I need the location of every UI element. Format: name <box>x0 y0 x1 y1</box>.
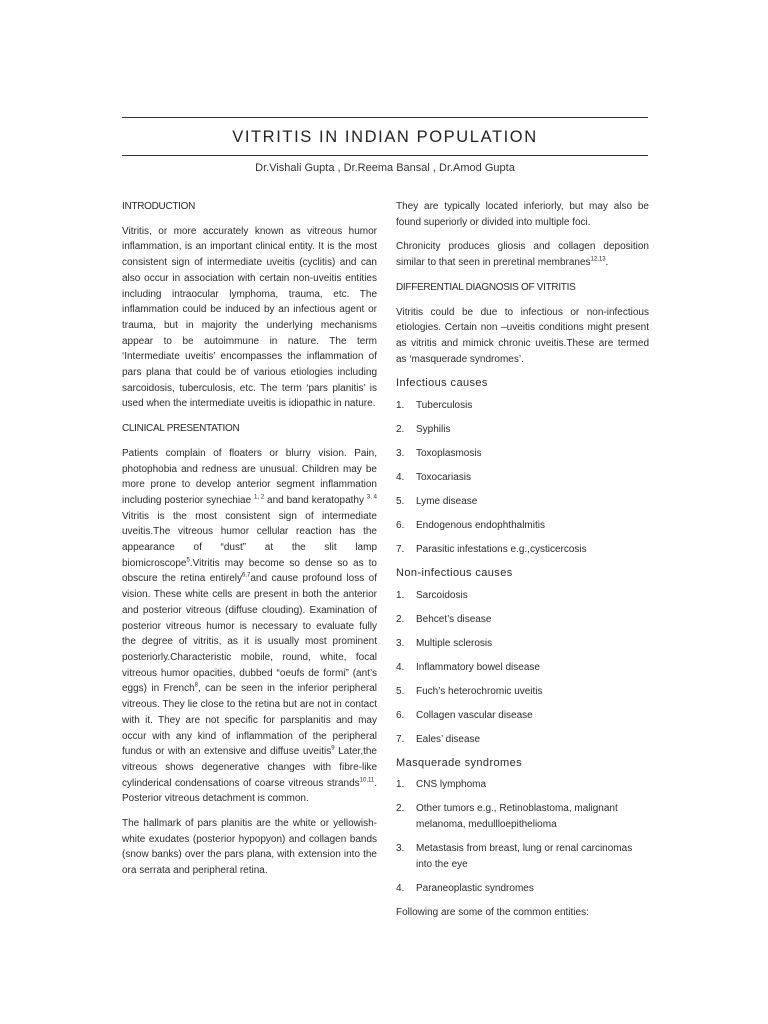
citation-superscript: 8 <box>194 683 198 690</box>
list-item <box>396 841 649 872</box>
list-item <box>396 732 649 748</box>
list-text: Metastasis from breast, lung or renal carcinomas into the eye <box>416 843 633 870</box>
list-item <box>396 588 649 604</box>
list-number: 2. <box>396 424 405 436</box>
non-infectious-causes-heading: Non-infectious causes <box>396 567 513 580</box>
list-item <box>396 518 649 534</box>
differential-diagnosis-heading: DIFFERENTIAL DIAGNOSIS OF VITRITIS <box>396 281 576 293</box>
infectious-causes-list <box>396 398 649 558</box>
top-rule <box>122 117 648 118</box>
right-column <box>396 199 649 930</box>
list-number: 4. <box>396 661 405 673</box>
list-number: 1. <box>396 400 405 412</box>
list-number: 3. <box>396 637 405 649</box>
left-column <box>122 199 377 888</box>
citation-superscript: 10,11 <box>359 777 375 784</box>
list-text: Toxocariasis <box>416 472 472 484</box>
list-text: Collagen vascular disease <box>416 709 533 721</box>
list-number: 2. <box>396 613 405 625</box>
list-item <box>396 777 649 793</box>
differential-paragraph: Vitritis could be due to infectious or non-infectious etiologies. Certain non –uveitis conditions might present as vitritis and mimick chronic uveitis.These are termed as ‘masquerade syndromes’. <box>396 306 649 365</box>
text-run: and band keratopathy <box>264 494 367 506</box>
citation-superscript: 3, 4 <box>366 494 377 501</box>
list-text: CNS lymphoma <box>416 779 487 791</box>
text-run: Later,the vitreous shows degenerative changes with fibre-like cylinderical condensations of coarse vitreous strands <box>122 746 377 789</box>
list-item <box>396 801 649 832</box>
list-item <box>396 881 649 897</box>
clinical-presentation-heading: CLINICAL PRESENTATION <box>122 423 240 435</box>
list-number: 7. <box>396 544 405 556</box>
list-item <box>396 494 649 510</box>
list-text: Eales’ disease <box>416 733 481 745</box>
list-text: Tuberculosis <box>416 400 473 412</box>
list-number: 3. <box>396 843 405 855</box>
list-item <box>396 612 649 628</box>
list-text: Syphilis <box>416 424 451 436</box>
clinical-paragraph-1 <box>122 446 377 807</box>
text-run: and cause profound loss of vision. These white cells are present in both the anterior and posterior vitreous (diffuse clouding). Examination of posterior vitreous humor is necessary to evaluate fully the degree of vitritis, as it is usually most prominent posteriorly.Characteristic mobile, round, white, focal vitreous humor opacities, dubbed “oeufs de formi” (ant’s eggs) in French <box>122 573 377 695</box>
list-text: Fuch’s heterochromic uveitis <box>416 685 543 697</box>
list-text: Behcet’s disease <box>416 613 492 625</box>
citation-superscript: 1, 2 <box>254 494 265 501</box>
list-item <box>396 636 649 652</box>
list-number: 6. <box>396 520 405 532</box>
text-run: Vitritis is the most consistent sign of intermediate uveitis.The vitreous humor cellular reaction has the appearance of “dust” at the slit lamp biomicroscope <box>122 510 377 569</box>
list-text: Inflammatory bowel disease <box>416 661 540 673</box>
list-text: Toxoplasmosis <box>416 448 482 460</box>
list-number: 3. <box>396 448 405 460</box>
list-item <box>396 422 649 438</box>
paper-title: VITRITIS IN INDIAN POPULATION <box>232 128 538 146</box>
list-number: 5. <box>396 496 405 508</box>
list-number: 4. <box>396 882 405 894</box>
text-run: Chronicity produces gliosis and collagen deposition similar to that seen in preretinal membranes <box>396 241 649 269</box>
introduction-paragraph: Vitritis, or more accurately known as vitreous humor inflammation, is an important clinical entity. It is the most consistent sign of intermediate uveitis (cyclitis) and can also occur in association with certain non-uveitis entities including intraocular lymphoma, trauma, etc. The inflammation could be induced by an infectious agent or trauma, but in majority the underlying mechanisms appear to be autoimmune in nature. The term ‘Intermediate uveitis’ encompasses the inflammation of pars plana that could be of various etiologies including sarcoidosis, tuberculosis, etc. The term ‘pars planitis’ is used when the intermediate uveitis is idiopathic in nature. <box>122 225 377 410</box>
closing-line: Following are some of the common entities: <box>396 906 589 918</box>
text-run: .Vitritis may become so dense so as to obscure the retina entirely <box>122 557 377 585</box>
infectious-causes-heading: Infectious causes <box>396 377 488 390</box>
masquerade-syndromes-heading: Masquerade syndromes <box>396 756 523 769</box>
list-item <box>396 542 649 558</box>
introduction-heading: INTRODUCTION <box>122 201 196 212</box>
list-number: 1. <box>396 779 405 791</box>
list-text: Other tumors e.g., Retinoblastoma, malignant melanoma, medullloepithelioma <box>416 803 618 831</box>
list-text: Paraneoplastic syndromes <box>416 882 534 894</box>
citation-superscript: 5 <box>186 557 190 564</box>
list-item <box>396 446 649 462</box>
list-number: 6. <box>396 709 405 721</box>
citation-superscript: 12,13 <box>590 256 606 263</box>
list-item <box>396 708 649 724</box>
citation-superscript: 6,7 <box>242 573 251 580</box>
list-number: 1. <box>396 589 405 601</box>
list-item <box>396 684 649 700</box>
list-text: Sarcoidosis <box>416 589 468 601</box>
list-text: Multiple sclerosis <box>416 637 493 649</box>
clinical-paragraph-2: The hallmark of pars planitis are the white or yellowish-white exudates (posterior hypopyon) and collagen bands (snow banks) over the pars plana, with extension into the ora serrata and peripheral retina. <box>122 818 377 877</box>
list-number: 5. <box>396 685 405 697</box>
non-infectious-causes-list <box>396 588 649 748</box>
list-text: Lyme disease <box>416 496 478 508</box>
list-item <box>396 660 649 676</box>
author-line: Dr.Vishali Gupta , Dr.Reema Bansal , Dr.Amod Gupta <box>255 162 515 174</box>
list-text: Endogenous endophthalmitis <box>416 520 545 532</box>
list-item <box>396 470 649 486</box>
text-run: . <box>605 257 609 269</box>
citation-superscript: 9 <box>331 745 335 752</box>
chronicity-paragraph <box>396 239 649 270</box>
list-item <box>396 398 649 414</box>
list-text: Parasitic infestations e.g.,cysticercosis <box>416 544 587 556</box>
masquerade-syndromes-list <box>396 777 649 896</box>
text-run: . Posterior vitreous detachment is common. <box>122 777 377 805</box>
text-run: , can be seen in the inferior peripheral vitreous. They lie close to the retina but are not in contact with it. They are not specific for parsplanitis and may occur with any kind of inflammation of the peripheral fundus or with an extensive and diffuse uveitis <box>122 683 377 758</box>
continued-paragraph: They are typically located inferiorly, but may also be found superiorly or divided into multiple foci. <box>396 201 649 228</box>
bottom-rule <box>122 155 648 156</box>
list-number: 4. <box>396 472 405 484</box>
list-number: 2. <box>396 803 405 815</box>
list-number: 7. <box>396 733 405 745</box>
text-run: Patients complain of floaters or blurry vision. Pain, photophobia and redness are unusual. Children may be more prone to develop anterior segment inflammation including posterior synechiae <box>122 447 377 506</box>
